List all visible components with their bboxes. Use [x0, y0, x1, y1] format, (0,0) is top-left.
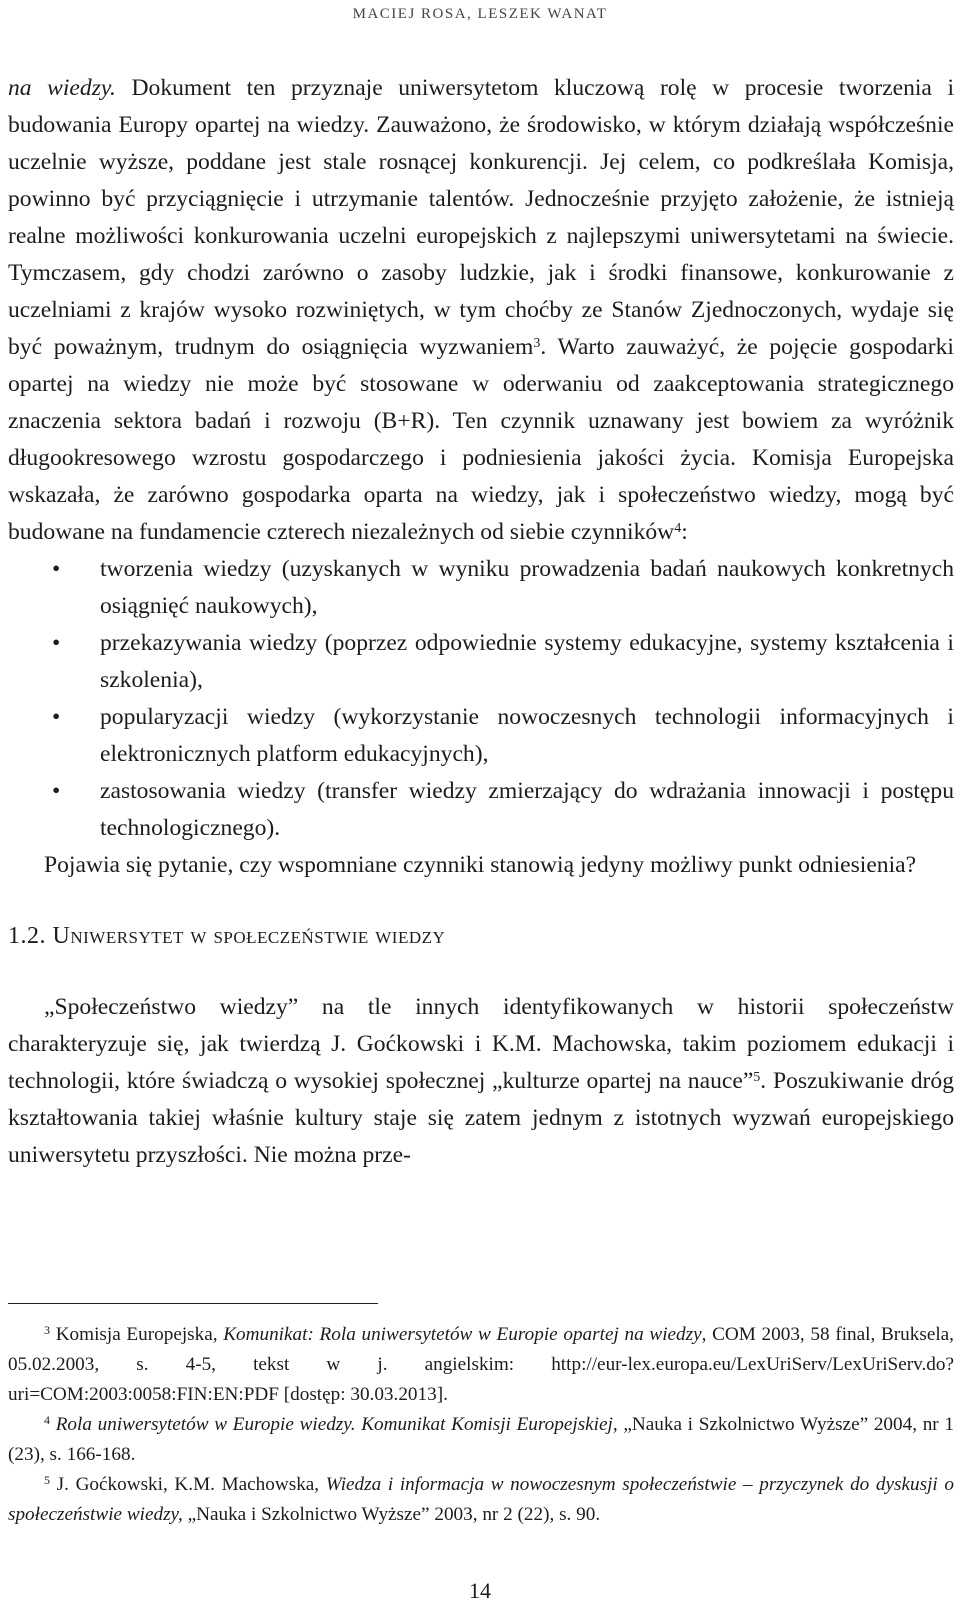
list-item: • popularyzacji wiedzy (wykorzystanie nowoczesnych technologii informacyjnych i elektronicznych platform edukacyjnych), — [8, 699, 954, 773]
footnote-ref-4[interactable]: 4 — [674, 521, 682, 536]
footnotes — [8, 1320, 954, 1530]
italic-phrase: na wiedzy. — [8, 75, 116, 101]
paragraph-3-text-b: . Poszukiwanie dróg kształtowania takiej właśnie kultury staje się zatem jednym z istotnych wyzwań europejskiego uniwersytetu przyszłości. Nie można prze- — [8, 1068, 954, 1168]
footnote-3 — [8, 1320, 954, 1410]
main-text — [8, 70, 954, 1174]
footnote-text: Komisja Europejska, — [50, 1324, 224, 1345]
footnote-ref-3[interactable]: 3 — [533, 336, 541, 351]
footnote-5 — [8, 1470, 954, 1530]
factor-list — [8, 551, 954, 847]
section-number: 1.2. — [8, 923, 46, 949]
paragraph-1-text-a: Dokument ten przyznaje uniwersytetom kluczową rolę w procesie tworzenia i budowania Europy opartej na wiedzy. Zauważono, że środowisko, w którym działają współcześnie uczelnie wyższe, poddane jest stale rosnącej konkurencji. Jej celem, co podkreślała Komisja, powinno być przyciągnięcie i utrzymanie talentów. Jednocześnie przyjęto założenie, że istnieją realne możliwości konkurowania uczelni europejskich z najlepszymi uniwersytetami na świecie. Tymczasem, gdy chodzi zarówno o zasoby ludzkie, jak i środki finansowe, konkurowanie z uczelniami z krajów wysoko rozwiniętych, w tym choćby ze Stanów Zjednoczonych, wydaje się być poważnym, trudnym do osiągnięcia wyzwaniem — [8, 75, 954, 360]
section-title: Uniwersytet w społeczeństwie wiedzy — [52, 923, 446, 949]
footnote-text: , COM 2003, 58 final, Bruksela, 05.02.2003, s. 4-5, tekst w j. angielskim: http://eur-lex.europa.eu/LexUriServ/LexUriServ.do?uri=COM:2003:0058:FIN:EN:PDF [dostęp: 30.03.2013]. — [8, 1324, 954, 1405]
paragraph-1 — [8, 70, 954, 551]
footnote-number: 4 — [44, 1413, 50, 1427]
footnote-4 — [8, 1410, 954, 1470]
running-header: MACIEJ ROSA, LESZEK WANAT — [352, 6, 608, 22]
paragraph-3-text-a: „Społeczeństwo wiedzy” na tle innych identyfikowanych w historii społeczeństw charakteryzuje się, jak twierdzą J. Goćkowski i K.M. Machowska, takim poziomem edukacji i technologii, które świadczą o wysokiej społecznej „kulturze opartej na nauce” — [8, 994, 954, 1094]
paragraph-2: Pojawia się pytanie, czy wspomniane czynniki stanowią jedyny możliwy punkt odniesienia? — [44, 852, 917, 878]
footnote-text: , „Nauka i Szkolnictwo Wyższe” 2004, nr 1 (23), s. 166-168. — [8, 1414, 954, 1465]
section-heading — [8, 918, 954, 955]
list-item: • przekazywania wiedzy (poprzez odpowiednie systemy edukacyjne, systemy kształcenia i szkolenia), — [8, 625, 954, 699]
page-number: 14 — [469, 1578, 491, 1603]
footnote-title: Komunikat: Rola uniwersytetów w Europie opartej na wiedzy — [223, 1324, 702, 1345]
footnote-title: Wiedza i informacja w nowoczesnym społeczeństwie – przyczynek do dyskusji o społeczeństwie wiedzy, — [8, 1474, 954, 1525]
paragraph-1-text-c: : — [681, 519, 688, 545]
paragraph-1-text-b: . Warto zauważyć, że pojęcie gospodarki opartej na wiedzy nie może być stosowane w oderwaniu od zaakceptowania strategicznego znaczenia sektora badań i rozwoju (B+R). Ten czynnik uznawany jest bowiem za wyróżnik długookresowego wzrostu gospodarczego i podniesienia jakości życia. Komisja Europejska wskazała, że zarówno gospodarka oparta na wiedzy, jak i społeczeństwo wiedzy, mogą być budowane na fundamencie czterech niezależnych od siebie czynników — [8, 334, 954, 545]
footnote-ref-5[interactable]: 5 — [753, 1070, 761, 1085]
list-item: • tworzenia wiedzy (uzyskanych w wyniku prowadzenia badań naukowych konkretnych osiągnięć naukowych), — [8, 551, 954, 625]
footnote-text: J. Goćkowski, K.M. Machowska, — [50, 1474, 326, 1495]
footnote-title: Rola uniwersytetów w Europie wiedzy. Komunikat Komisji Europejskiej — [50, 1414, 613, 1435]
list-item: • zastosowania wiedzy (transfer wiedzy zmierzający do wdrażania innowacji i postępu technologicznego). — [8, 773, 954, 847]
footnote-number: 5 — [44, 1473, 50, 1487]
footnote-separator — [8, 1303, 378, 1304]
paragraph-3 — [8, 989, 954, 1174]
footnote-text: „Nauka i Szkolnictwo Wyższe” 2003, nr 2 (22), s. 90. — [182, 1504, 601, 1525]
footnote-number: 3 — [44, 1323, 50, 1337]
